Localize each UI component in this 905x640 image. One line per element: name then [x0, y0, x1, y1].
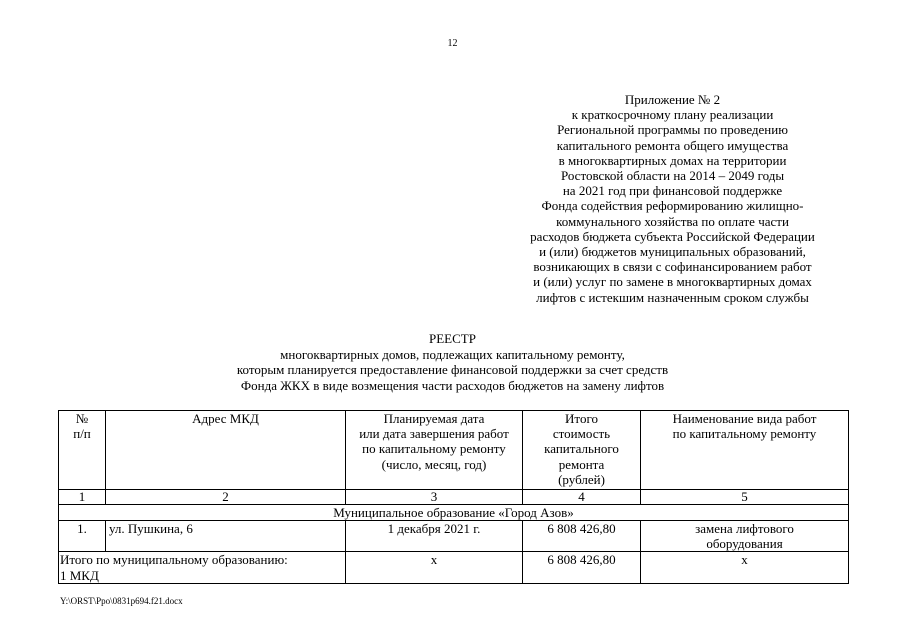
header-cost-line: капитального: [544, 441, 619, 457]
column-number: 2: [106, 490, 346, 505]
header-num-line: №: [75, 411, 89, 426]
row-work: [641, 521, 849, 552]
column-number: 5: [641, 490, 849, 505]
group-row: [59, 505, 849, 521]
registry-table: [58, 410, 849, 584]
total-date: х: [346, 552, 523, 583]
appendix-line: Региональной программы по проведению: [557, 122, 788, 138]
total-work: х: [641, 552, 849, 583]
registry-subtitle-line: Фонда ЖКХ в виде возмещения части расходов бюджетов на замену лифтов: [240, 377, 665, 393]
appendix-block: [500, 92, 845, 305]
header-num: [59, 411, 106, 490]
column-number: 1: [59, 490, 106, 505]
appendix-line: Приложение № 2: [624, 92, 721, 107]
row-address: ул. Пушкина, 6: [106, 521, 346, 552]
registry-heading: [0, 331, 905, 393]
header-date-line: (число, месяц, год): [381, 456, 487, 472]
header-cost-line: стоимость: [552, 426, 611, 442]
appendix-line: капитального ремонта общего имущества: [556, 137, 789, 153]
registry-subtitle-line: которым планируется предоставление финансовой поддержки за счет средств: [236, 362, 669, 377]
header-date-line: Планируемая дата: [383, 411, 485, 426]
group-name: Муниципальное образование «Город Азов»: [59, 505, 849, 521]
header-work-line: по капитальному ремонту: [672, 426, 817, 442]
appendix-line: коммунального хозяйства по оплате части: [556, 213, 789, 229]
header-date-line: или дата завершения работ: [359, 426, 509, 442]
header-work: [641, 411, 849, 490]
appendix-line: возникающих в связи с софинансированием работ: [533, 259, 812, 275]
row-num: 1.: [59, 521, 106, 552]
appendix-line: и (или) бюджетов муниципальных образований,: [539, 244, 806, 260]
header-cost: [523, 411, 641, 490]
total-label: [59, 552, 346, 583]
row-work-line: оборудования: [706, 536, 783, 552]
registry-subtitle-line: многоквартирных домов, подлежащих капитальному ремонту,: [280, 346, 625, 362]
header-work-line: Наименование вида работ: [672, 411, 817, 426]
total-label-line: 1 МКД: [60, 567, 99, 583]
appendix-line: Ростовской области на 2014 – 2049 годы: [560, 168, 785, 184]
appendix-line: лифтов с истекшим назначенным сроком службы: [536, 289, 809, 305]
header-date-line: по капитальному ремонту: [362, 441, 506, 457]
column-number: 4: [523, 490, 641, 505]
header-date: [346, 411, 523, 490]
footer-file-path: Y:\ORST\Ppo\0831p694.f21.docx: [60, 596, 183, 606]
appendix-line: к краткосрочному плану реализации: [571, 107, 774, 123]
total-cost: 6 808 426,80: [523, 552, 641, 583]
appendix-line: Фонда содействия реформированию жилищно-: [541, 198, 804, 214]
appendix-line: и (или) услуг по замене в многоквартирных домах: [533, 274, 812, 290]
row-work-line: замена лифтового: [695, 521, 794, 536]
header-cost-line: ремонта: [558, 456, 605, 472]
table-header-row: [59, 411, 849, 490]
page-number: 12: [447, 38, 458, 49]
appendix-line: на 2021 год при финансовой поддержке: [562, 183, 783, 199]
row-date: 1 декабря 2021 г.: [346, 521, 523, 552]
column-number-row: [59, 490, 849, 505]
appendix-line: в многоквартирных домах на территории: [558, 152, 787, 168]
header-cost-line: (рублей): [558, 471, 605, 487]
header-address-label: Адрес МКД: [192, 411, 259, 426]
row-cost: 6 808 426,80: [523, 521, 641, 552]
appendix-line: расходов бюджета субъекта Российской Федерации: [530, 228, 815, 244]
column-number: 3: [346, 490, 523, 505]
header-address: [106, 411, 346, 490]
total-row: [59, 552, 849, 583]
registry-title: РЕЕСТР: [429, 331, 476, 346]
total-label-line: Итого по муниципальному образованию:: [60, 552, 288, 568]
header-cost-line: Итого: [565, 411, 598, 426]
table-row: [59, 521, 849, 552]
header-num-line: п/п: [73, 426, 91, 442]
